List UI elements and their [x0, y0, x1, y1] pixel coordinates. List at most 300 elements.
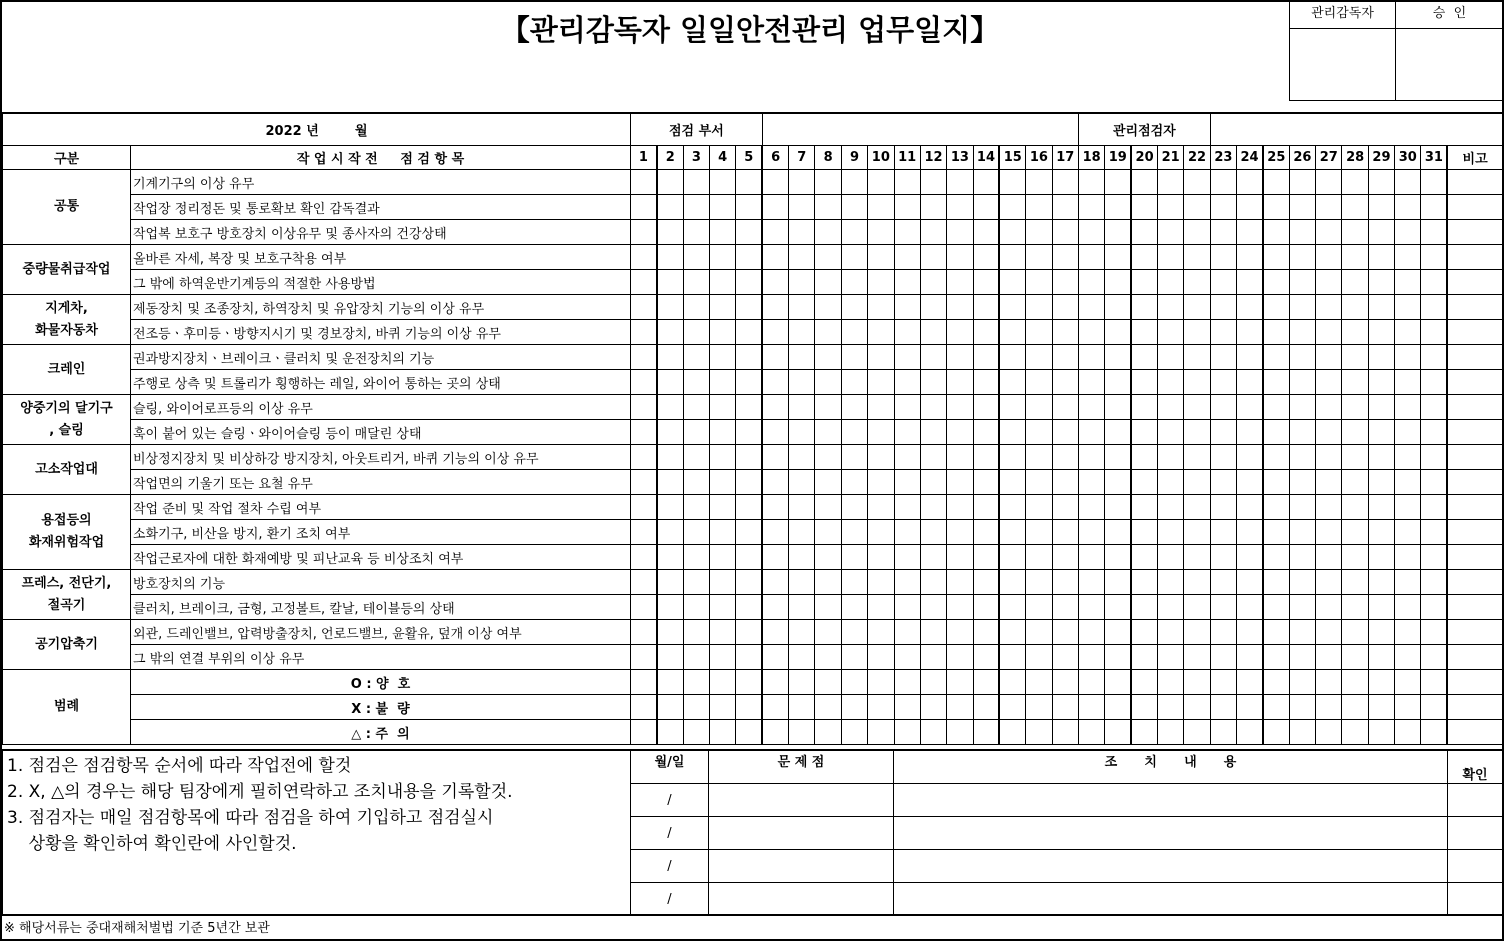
- day-check-cell[interactable]: [657, 570, 683, 595]
- day-check-cell[interactable]: [868, 695, 894, 720]
- day-check-cell[interactable]: [1237, 370, 1263, 395]
- day-check-cell[interactable]: [1368, 170, 1394, 195]
- day-check-cell[interactable]: [631, 645, 657, 670]
- day-check-cell[interactable]: [1263, 245, 1289, 270]
- day-check-cell[interactable]: [1421, 395, 1447, 420]
- day-check-cell[interactable]: [789, 370, 815, 395]
- day-check-cell[interactable]: [736, 570, 762, 595]
- day-check-cell[interactable]: [1158, 370, 1184, 395]
- day-check-cell[interactable]: [973, 495, 999, 520]
- day-check-cell[interactable]: [894, 670, 920, 695]
- day-check-cell[interactable]: [1368, 620, 1394, 645]
- day-check-cell[interactable]: [1026, 245, 1052, 270]
- day-check-cell[interactable]: [1368, 495, 1394, 520]
- day-check-cell[interactable]: [920, 645, 946, 670]
- day-check-cell[interactable]: [1368, 670, 1394, 695]
- day-check-cell[interactable]: [657, 295, 683, 320]
- day-check-cell[interactable]: [1131, 195, 1157, 220]
- day-check-cell[interactable]: [1052, 470, 1078, 495]
- day-check-cell[interactable]: [1316, 220, 1342, 245]
- day-check-cell[interactable]: [1289, 195, 1315, 220]
- day-check-cell[interactable]: [1026, 395, 1052, 420]
- day-check-cell[interactable]: [1237, 270, 1263, 295]
- day-check-cell[interactable]: [894, 420, 920, 445]
- day-check-cell[interactable]: [1052, 545, 1078, 570]
- day-check-cell[interactable]: [973, 595, 999, 620]
- day-check-cell[interactable]: [868, 395, 894, 420]
- day-check-cell[interactable]: [1289, 395, 1315, 420]
- day-check-cell[interactable]: [1342, 495, 1368, 520]
- day-check-cell[interactable]: [920, 620, 946, 645]
- day-check-cell[interactable]: [683, 570, 709, 595]
- day-check-cell[interactable]: [1368, 345, 1394, 370]
- day-check-cell[interactable]: [920, 395, 946, 420]
- day-check-cell[interactable]: [1052, 595, 1078, 620]
- day-check-cell[interactable]: [1421, 245, 1447, 270]
- day-check-cell[interactable]: [973, 445, 999, 470]
- day-check-cell[interactable]: [683, 420, 709, 445]
- day-check-cell[interactable]: [710, 345, 736, 370]
- day-check-cell[interactable]: [1395, 220, 1421, 245]
- day-check-cell[interactable]: [999, 170, 1025, 195]
- day-check-cell[interactable]: [1052, 445, 1078, 470]
- day-check-cell[interactable]: [894, 270, 920, 295]
- day-check-cell[interactable]: [710, 545, 736, 570]
- day-check-cell[interactable]: [868, 720, 894, 745]
- day-check-cell[interactable]: [1421, 170, 1447, 195]
- confirm-field[interactable]: [1448, 850, 1503, 883]
- day-check-cell[interactable]: [683, 645, 709, 670]
- day-check-cell[interactable]: [789, 620, 815, 645]
- day-check-cell[interactable]: [710, 220, 736, 245]
- day-check-cell[interactable]: [1105, 695, 1131, 720]
- day-check-cell[interactable]: [657, 445, 683, 470]
- day-check-cell[interactable]: [736, 245, 762, 270]
- day-check-cell[interactable]: [683, 320, 709, 345]
- day-check-cell[interactable]: [631, 495, 657, 520]
- day-check-cell[interactable]: [920, 220, 946, 245]
- day-check-cell[interactable]: [1052, 170, 1078, 195]
- day-check-cell[interactable]: [1368, 320, 1394, 345]
- day-check-cell[interactable]: [1105, 595, 1131, 620]
- day-check-cell[interactable]: [1078, 370, 1104, 395]
- day-check-cell[interactable]: [1395, 445, 1421, 470]
- day-check-cell[interactable]: [1237, 420, 1263, 445]
- day-check-cell[interactable]: [631, 195, 657, 220]
- dept-field[interactable]: [762, 113, 1078, 146]
- day-check-cell[interactable]: [1184, 670, 1210, 695]
- day-check-cell[interactable]: [1289, 470, 1315, 495]
- day-check-cell[interactable]: [683, 595, 709, 620]
- day-check-cell[interactable]: [815, 320, 841, 345]
- day-check-cell[interactable]: [1342, 570, 1368, 595]
- day-check-cell[interactable]: [973, 395, 999, 420]
- day-check-cell[interactable]: [1184, 620, 1210, 645]
- day-check-cell[interactable]: [1210, 695, 1236, 720]
- day-check-cell[interactable]: [999, 420, 1025, 445]
- problem-field[interactable]: [709, 850, 894, 883]
- day-check-cell[interactable]: [947, 445, 973, 470]
- day-check-cell[interactable]: [1395, 595, 1421, 620]
- day-check-cell[interactable]: [1131, 620, 1157, 645]
- day-check-cell[interactable]: [1052, 645, 1078, 670]
- day-check-cell[interactable]: [683, 270, 709, 295]
- day-check-cell[interactable]: [683, 670, 709, 695]
- day-check-cell[interactable]: [1421, 270, 1447, 295]
- day-check-cell[interactable]: [999, 195, 1025, 220]
- day-check-cell[interactable]: [1210, 295, 1236, 320]
- day-check-cell[interactable]: [1131, 420, 1157, 445]
- day-check-cell[interactable]: [657, 220, 683, 245]
- day-check-cell[interactable]: [1158, 395, 1184, 420]
- day-check-cell[interactable]: [1184, 170, 1210, 195]
- day-check-cell[interactable]: [710, 245, 736, 270]
- day-check-cell[interactable]: [1210, 670, 1236, 695]
- day-check-cell[interactable]: [631, 245, 657, 270]
- day-check-cell[interactable]: [762, 645, 788, 670]
- day-check-cell[interactable]: [1052, 195, 1078, 220]
- day-check-cell[interactable]: [973, 570, 999, 595]
- day-check-cell[interactable]: [920, 545, 946, 570]
- day-check-cell[interactable]: [1052, 370, 1078, 395]
- day-check-cell[interactable]: [1078, 395, 1104, 420]
- day-check-cell[interactable]: [1316, 270, 1342, 295]
- day-check-cell[interactable]: [1184, 295, 1210, 320]
- day-check-cell[interactable]: [1289, 220, 1315, 245]
- day-check-cell[interactable]: [947, 345, 973, 370]
- day-check-cell[interactable]: [868, 645, 894, 670]
- day-check-cell[interactable]: [657, 670, 683, 695]
- day-check-cell[interactable]: [1210, 320, 1236, 345]
- day-check-cell[interactable]: [1368, 445, 1394, 470]
- day-check-cell[interactable]: [1421, 320, 1447, 345]
- day-check-cell[interactable]: [1316, 245, 1342, 270]
- day-check-cell[interactable]: [1105, 220, 1131, 245]
- day-check-cell[interactable]: [1105, 545, 1131, 570]
- day-check-cell[interactable]: [1316, 445, 1342, 470]
- day-check-cell[interactable]: [1421, 295, 1447, 320]
- day-check-cell[interactable]: [1158, 295, 1184, 320]
- day-check-cell[interactable]: [762, 370, 788, 395]
- day-check-cell[interactable]: [894, 720, 920, 745]
- day-check-cell[interactable]: [1316, 420, 1342, 445]
- day-check-cell[interactable]: [1026, 170, 1052, 195]
- day-check-cell[interactable]: [1421, 545, 1447, 570]
- day-check-cell[interactable]: [1342, 220, 1368, 245]
- day-check-cell[interactable]: [1263, 170, 1289, 195]
- remarks-cell[interactable]: [1447, 520, 1502, 545]
- day-check-cell[interactable]: [710, 295, 736, 320]
- day-check-cell[interactable]: [815, 545, 841, 570]
- day-check-cell[interactable]: [947, 720, 973, 745]
- day-check-cell[interactable]: [1421, 595, 1447, 620]
- day-check-cell[interactable]: [736, 320, 762, 345]
- day-check-cell[interactable]: [1184, 245, 1210, 270]
- day-check-cell[interactable]: [841, 545, 867, 570]
- day-check-cell[interactable]: [710, 695, 736, 720]
- day-check-cell[interactable]: [894, 170, 920, 195]
- day-check-cell[interactable]: [789, 420, 815, 445]
- day-check-cell[interactable]: [1395, 395, 1421, 420]
- day-check-cell[interactable]: [1210, 520, 1236, 545]
- day-check-cell[interactable]: [947, 570, 973, 595]
- day-check-cell[interactable]: [1237, 395, 1263, 420]
- day-check-cell[interactable]: [736, 670, 762, 695]
- day-check-cell[interactable]: [1131, 270, 1157, 295]
- day-check-cell[interactable]: [999, 495, 1025, 520]
- day-check-cell[interactable]: [1316, 345, 1342, 370]
- remarks-cell[interactable]: [1447, 620, 1502, 645]
- day-check-cell[interactable]: [631, 420, 657, 445]
- day-check-cell[interactable]: [1052, 345, 1078, 370]
- day-check-cell[interactable]: [762, 245, 788, 270]
- day-check-cell[interactable]: [1316, 570, 1342, 595]
- day-check-cell[interactable]: [1263, 370, 1289, 395]
- day-check-cell[interactable]: [999, 395, 1025, 420]
- day-check-cell[interactable]: [973, 245, 999, 270]
- action-field[interactable]: [894, 784, 1448, 817]
- day-check-cell[interactable]: [920, 370, 946, 395]
- day-check-cell[interactable]: [999, 570, 1025, 595]
- day-check-cell[interactable]: [1210, 370, 1236, 395]
- day-check-cell[interactable]: [841, 420, 867, 445]
- day-check-cell[interactable]: [1131, 520, 1157, 545]
- day-check-cell[interactable]: [920, 245, 946, 270]
- day-check-cell[interactable]: [736, 520, 762, 545]
- day-check-cell[interactable]: [1237, 720, 1263, 745]
- day-check-cell[interactable]: [920, 595, 946, 620]
- day-check-cell[interactable]: [1184, 695, 1210, 720]
- day-check-cell[interactable]: [1052, 270, 1078, 295]
- day-check-cell[interactable]: [1342, 445, 1368, 470]
- day-check-cell[interactable]: [920, 695, 946, 720]
- day-check-cell[interactable]: [1184, 520, 1210, 545]
- day-check-cell[interactable]: [710, 520, 736, 545]
- day-check-cell[interactable]: [1210, 420, 1236, 445]
- day-check-cell[interactable]: [710, 170, 736, 195]
- day-check-cell[interactable]: [710, 670, 736, 695]
- day-check-cell[interactable]: [920, 670, 946, 695]
- remarks-cell[interactable]: [1447, 245, 1502, 270]
- day-check-cell[interactable]: [868, 320, 894, 345]
- day-check-cell[interactable]: [1368, 595, 1394, 620]
- day-check-cell[interactable]: [1395, 670, 1421, 695]
- day-check-cell[interactable]: [1078, 295, 1104, 320]
- day-check-cell[interactable]: [789, 695, 815, 720]
- day-check-cell[interactable]: [1289, 570, 1315, 595]
- day-check-cell[interactable]: [789, 320, 815, 345]
- day-check-cell[interactable]: [1131, 595, 1157, 620]
- day-check-cell[interactable]: [1026, 620, 1052, 645]
- day-check-cell[interactable]: [1210, 395, 1236, 420]
- day-check-cell[interactable]: [1131, 370, 1157, 395]
- remarks-cell[interactable]: [1447, 170, 1502, 195]
- remarks-cell[interactable]: [1447, 645, 1502, 670]
- day-check-cell[interactable]: [1131, 545, 1157, 570]
- day-check-cell[interactable]: [947, 545, 973, 570]
- day-check-cell[interactable]: [894, 195, 920, 220]
- day-check-cell[interactable]: [1078, 545, 1104, 570]
- day-check-cell[interactable]: [1368, 270, 1394, 295]
- day-check-cell[interactable]: [841, 370, 867, 395]
- day-check-cell[interactable]: [1342, 295, 1368, 320]
- day-check-cell[interactable]: [1289, 345, 1315, 370]
- day-check-cell[interactable]: [1210, 570, 1236, 595]
- day-check-cell[interactable]: [762, 545, 788, 570]
- day-check-cell[interactable]: [1158, 495, 1184, 520]
- day-check-cell[interactable]: [631, 520, 657, 545]
- day-check-cell[interactable]: [762, 470, 788, 495]
- day-check-cell[interactable]: [1316, 695, 1342, 720]
- remarks-cell[interactable]: [1447, 270, 1502, 295]
- day-check-cell[interactable]: [657, 270, 683, 295]
- date-field[interactable]: /: [631, 784, 709, 817]
- day-check-cell[interactable]: [789, 245, 815, 270]
- day-check-cell[interactable]: [920, 195, 946, 220]
- day-check-cell[interactable]: [947, 420, 973, 445]
- remarks-cell[interactable]: [1447, 345, 1502, 370]
- day-check-cell[interactable]: [736, 545, 762, 570]
- day-check-cell[interactable]: [762, 220, 788, 245]
- day-check-cell[interactable]: [1342, 645, 1368, 670]
- day-check-cell[interactable]: [657, 370, 683, 395]
- day-check-cell[interactable]: [815, 345, 841, 370]
- day-check-cell[interactable]: [920, 295, 946, 320]
- day-check-cell[interactable]: [1158, 470, 1184, 495]
- day-check-cell[interactable]: [762, 320, 788, 345]
- day-check-cell[interactable]: [947, 670, 973, 695]
- day-check-cell[interactable]: [1158, 620, 1184, 645]
- day-check-cell[interactable]: [1395, 570, 1421, 595]
- confirm-field[interactable]: [1448, 817, 1503, 850]
- day-check-cell[interactable]: [1368, 420, 1394, 445]
- day-check-cell[interactable]: [1078, 220, 1104, 245]
- day-check-cell[interactable]: [1421, 445, 1447, 470]
- day-check-cell[interactable]: [1289, 270, 1315, 295]
- day-check-cell[interactable]: [920, 570, 946, 595]
- day-check-cell[interactable]: [710, 320, 736, 345]
- day-check-cell[interactable]: [710, 370, 736, 395]
- day-check-cell[interactable]: [1026, 645, 1052, 670]
- day-check-cell[interactable]: [1052, 520, 1078, 545]
- day-check-cell[interactable]: [1105, 670, 1131, 695]
- day-check-cell[interactable]: [894, 370, 920, 395]
- day-check-cell[interactable]: [1158, 695, 1184, 720]
- day-check-cell[interactable]: [920, 420, 946, 445]
- day-check-cell[interactable]: [1342, 395, 1368, 420]
- day-check-cell[interactable]: [1237, 495, 1263, 520]
- day-check-cell[interactable]: [1026, 595, 1052, 620]
- day-check-cell[interactable]: [1421, 420, 1447, 445]
- day-check-cell[interactable]: [1131, 170, 1157, 195]
- day-check-cell[interactable]: [657, 645, 683, 670]
- day-check-cell[interactable]: [947, 395, 973, 420]
- day-check-cell[interactable]: [1316, 495, 1342, 520]
- inspector-field[interactable]: [1210, 113, 1502, 146]
- day-check-cell[interactable]: [710, 595, 736, 620]
- day-check-cell[interactable]: [1421, 520, 1447, 545]
- day-check-cell[interactable]: [1105, 570, 1131, 595]
- day-check-cell[interactable]: [736, 695, 762, 720]
- day-check-cell[interactable]: [1289, 170, 1315, 195]
- day-check-cell[interactable]: [710, 720, 736, 745]
- date-field[interactable]: /: [631, 850, 709, 883]
- day-check-cell[interactable]: [973, 320, 999, 345]
- day-check-cell[interactable]: [947, 245, 973, 270]
- day-check-cell[interactable]: [894, 345, 920, 370]
- day-check-cell[interactable]: [1131, 470, 1157, 495]
- day-check-cell[interactable]: [631, 570, 657, 595]
- day-check-cell[interactable]: [841, 720, 867, 745]
- day-check-cell[interactable]: [1210, 195, 1236, 220]
- day-check-cell[interactable]: [894, 595, 920, 620]
- day-check-cell[interactable]: [1289, 295, 1315, 320]
- day-check-cell[interactable]: [1237, 320, 1263, 345]
- day-check-cell[interactable]: [657, 520, 683, 545]
- day-check-cell[interactable]: [841, 345, 867, 370]
- day-check-cell[interactable]: [710, 395, 736, 420]
- day-check-cell[interactable]: [789, 445, 815, 470]
- day-check-cell[interactable]: [1316, 620, 1342, 645]
- day-check-cell[interactable]: [1052, 720, 1078, 745]
- remarks-cell[interactable]: [1447, 545, 1502, 570]
- day-check-cell[interactable]: [1289, 720, 1315, 745]
- day-check-cell[interactable]: [947, 370, 973, 395]
- day-check-cell[interactable]: [1052, 495, 1078, 520]
- day-check-cell[interactable]: [631, 620, 657, 645]
- day-check-cell[interactable]: [631, 445, 657, 470]
- day-check-cell[interactable]: [762, 720, 788, 745]
- day-check-cell[interactable]: [920, 270, 946, 295]
- day-check-cell[interactable]: [1395, 720, 1421, 745]
- day-check-cell[interactable]: [1078, 620, 1104, 645]
- day-check-cell[interactable]: [868, 495, 894, 520]
- date-field[interactable]: /: [631, 817, 709, 850]
- day-check-cell[interactable]: [710, 570, 736, 595]
- day-check-cell[interactable]: [1316, 370, 1342, 395]
- day-check-cell[interactable]: [1395, 620, 1421, 645]
- day-check-cell[interactable]: [1342, 670, 1368, 695]
- remarks-cell[interactable]: [1447, 495, 1502, 520]
- day-check-cell[interactable]: [815, 445, 841, 470]
- day-check-cell[interactable]: [894, 445, 920, 470]
- day-check-cell[interactable]: [1395, 470, 1421, 495]
- day-check-cell[interactable]: [683, 520, 709, 545]
- day-check-cell[interactable]: [736, 595, 762, 620]
- day-check-cell[interactable]: [868, 445, 894, 470]
- day-check-cell[interactable]: [631, 270, 657, 295]
- day-check-cell[interactable]: [1184, 395, 1210, 420]
- day-check-cell[interactable]: [1237, 620, 1263, 645]
- day-check-cell[interactable]: [1316, 595, 1342, 620]
- day-check-cell[interactable]: [1026, 520, 1052, 545]
- day-check-cell[interactable]: [841, 445, 867, 470]
- day-check-cell[interactable]: [789, 170, 815, 195]
- day-check-cell[interactable]: [947, 470, 973, 495]
- day-check-cell[interactable]: [1263, 220, 1289, 245]
- day-check-cell[interactable]: [1026, 470, 1052, 495]
- day-check-cell[interactable]: [789, 670, 815, 695]
- day-check-cell[interactable]: [1131, 220, 1157, 245]
- remarks-cell[interactable]: [1447, 695, 1502, 720]
- day-check-cell[interactable]: [1131, 570, 1157, 595]
- day-check-cell[interactable]: [1131, 395, 1157, 420]
- day-check-cell[interactable]: [1078, 720, 1104, 745]
- day-check-cell[interactable]: [1421, 695, 1447, 720]
- day-check-cell[interactable]: [947, 320, 973, 345]
- day-check-cell[interactable]: [841, 470, 867, 495]
- day-check-cell[interactable]: [841, 195, 867, 220]
